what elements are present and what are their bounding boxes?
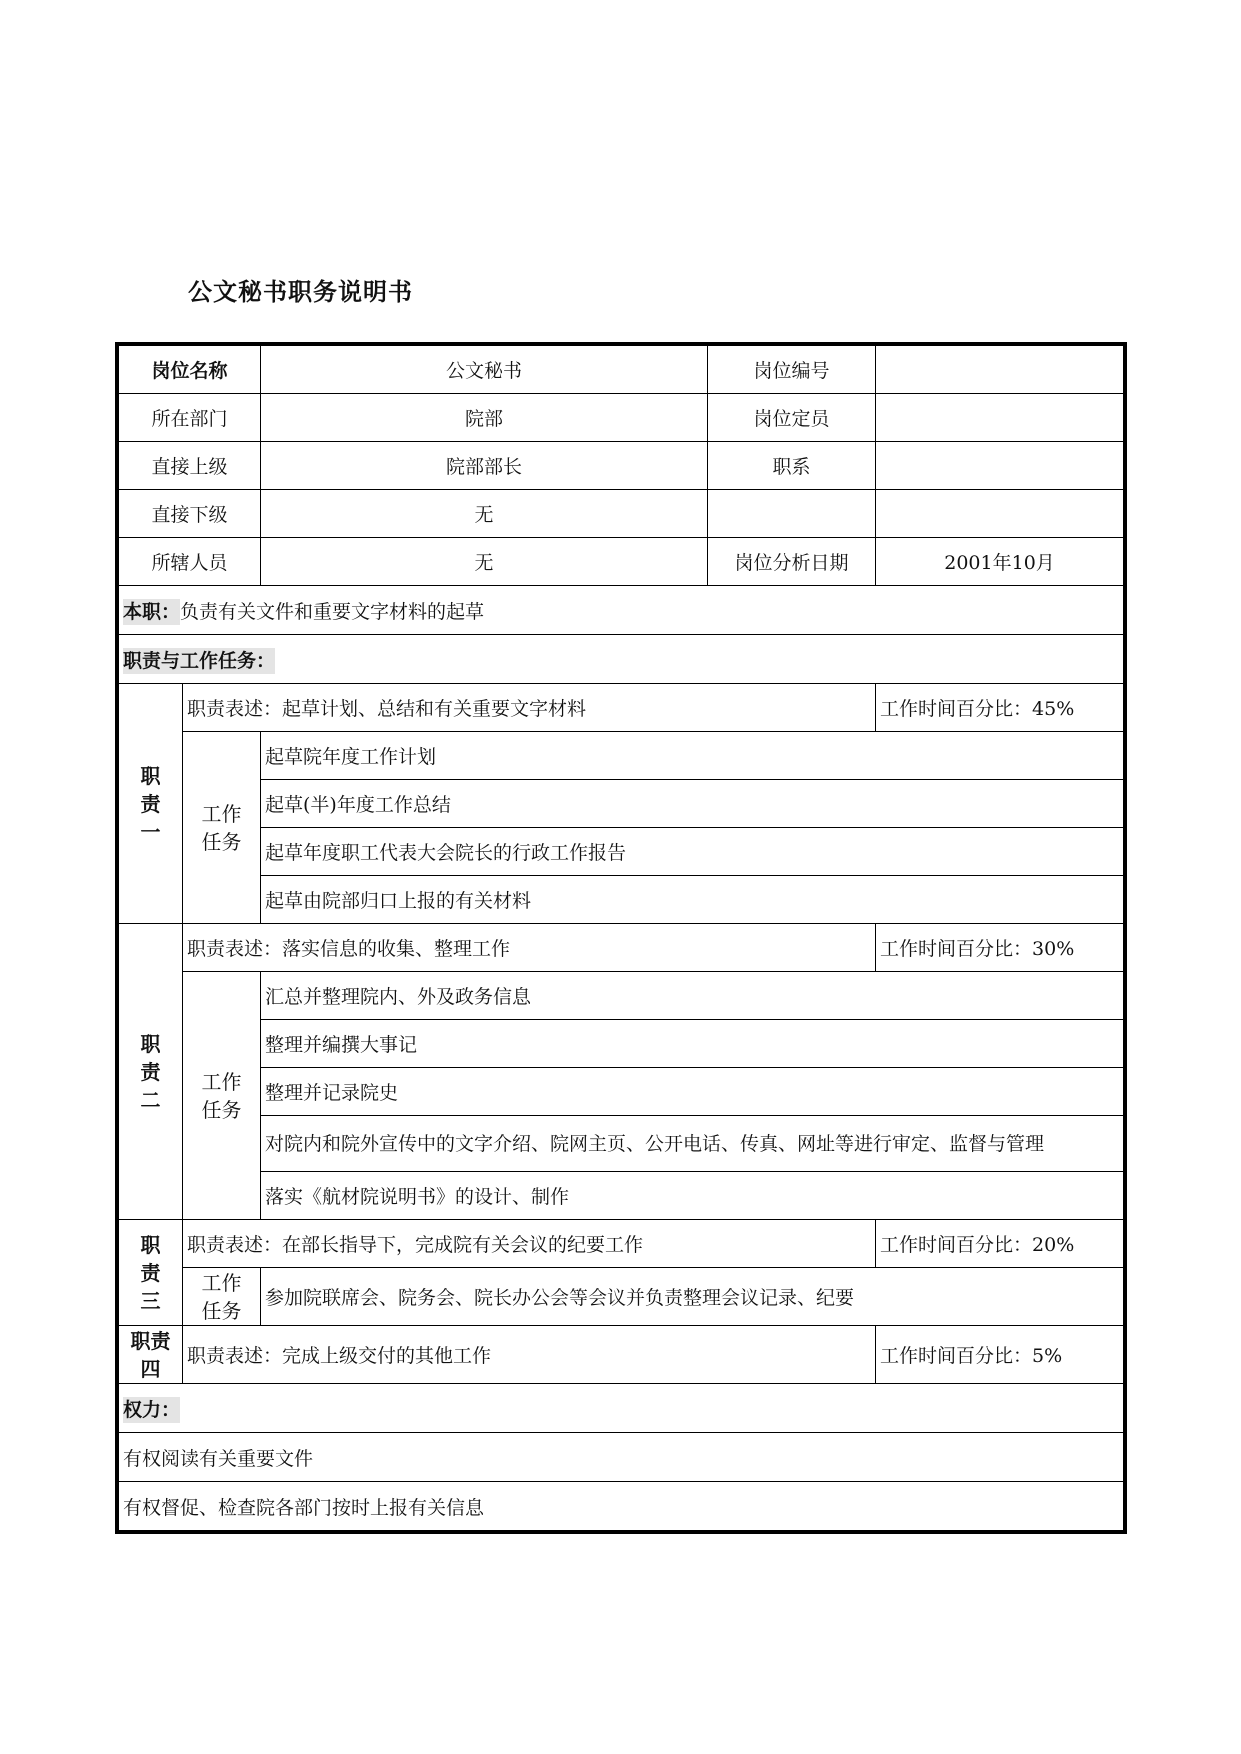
duty-1-task: 起草(半)年度工作总结 (261, 780, 1124, 828)
duty-1-label (119, 684, 183, 924)
duty-4-description-row (119, 1326, 1124, 1384)
subordinate-label: 直接下级 (119, 490, 261, 538)
authority-header-cell (119, 1384, 1124, 1433)
duty-2-task-row (119, 1068, 1124, 1116)
duty-1-task: 起草由院部归口上报的有关材料 (261, 876, 1124, 924)
superior-value: 院部部长 (261, 442, 708, 490)
staff-value: 无 (261, 538, 708, 586)
duty-2-task-row (119, 1020, 1124, 1068)
duty-2-task: 汇总并整理院内、外及政务信息 (261, 972, 1124, 1020)
duty-3-label-text: 职 责 三 (140, 1232, 161, 1313)
duty-1-task-label-text: 工作 任务 (201, 801, 242, 854)
duty-2-time: 工作时间百分比：30% (876, 924, 1124, 972)
position-code-label: 岗位编号 (708, 346, 876, 394)
job-family-value (876, 442, 1124, 490)
duty-1-task-label (183, 732, 261, 924)
duty-2-task: 落实《航材院说明书》的设计、制作 (261, 1172, 1124, 1220)
duty-1-task-row (119, 828, 1124, 876)
authority-item: 有权督促、检查院各部门按时上报有关信息 (119, 1482, 1124, 1531)
duty-4-description: 职责表述：完成上级交付的其他工作 (183, 1326, 876, 1384)
department-label: 所在部门 (119, 394, 261, 442)
department-value: 院部 (261, 394, 708, 442)
duty-1-task-row (119, 780, 1124, 828)
authority-item-row (119, 1433, 1124, 1482)
position-name-label: 岗位名称 (119, 346, 261, 394)
position-code-value (876, 346, 1124, 394)
duty-2-task: 整理并记录院史 (261, 1068, 1124, 1116)
duty-1-label-text: 职 责 一 (140, 763, 161, 844)
main-duty-text: 负责有关文件和重要文字材料的起草 (180, 600, 485, 623)
duty-3-description-row (119, 1220, 1124, 1268)
empty-cell (876, 490, 1124, 538)
row-duties-header (119, 635, 1124, 684)
duty-2-description: 职责表述：落实信息的收集、整理工作 (183, 924, 876, 972)
duty-3-task-label (183, 1268, 261, 1326)
authority-label: 权力： (123, 1398, 181, 1421)
main-duty-cell (119, 586, 1124, 635)
duty-2-task: 整理并编撰大事记 (261, 1020, 1124, 1068)
duty-2-task-label-text: 工作 任务 (201, 1069, 242, 1122)
row-subordinate (119, 490, 1124, 538)
authority-item-row (119, 1482, 1124, 1531)
duty-3-label (119, 1220, 183, 1326)
duty-2-task: 对院内和院外宣传中的文字介绍、院网主页、公开电话、传真、网址等进行审定、监督与管理 (261, 1116, 1124, 1172)
duty-3-task-label-text: 工作 任务 (201, 1270, 242, 1323)
position-name-value: 公文秘书 (261, 346, 708, 394)
duty-4-label-text: 职责 四 (130, 1328, 171, 1381)
duty-1-description: 职责表述：起草计划、总结和有关重要文字材料 (183, 684, 876, 732)
duty-1-task-row (119, 876, 1124, 924)
row-authority-header (119, 1384, 1124, 1433)
duty-2-task-row (119, 972, 1124, 1020)
duty-4-time: 工作时间百分比：5% (876, 1326, 1124, 1384)
staff-label: 所辖人员 (119, 538, 261, 586)
duty-3-description: 职责表述：在部长指导下，完成院有关会议的纪要工作 (183, 1220, 876, 1268)
superior-label: 直接上级 (119, 442, 261, 490)
headcount-label: 岗位定员 (708, 394, 876, 442)
row-staff (119, 538, 1124, 586)
duty-2-label-text: 职 责 二 (140, 1031, 161, 1112)
row-main-duty (119, 586, 1124, 635)
job-family-label: 职系 (708, 442, 876, 490)
analysis-date-value: 2001年10月 (876, 538, 1124, 586)
duty-2-task-row (119, 1172, 1124, 1220)
duty-2-task-label (183, 972, 261, 1220)
duties-header-label: 职责与工作任务： (123, 649, 276, 672)
subordinate-value: 无 (261, 490, 708, 538)
duty-1-task-row (119, 732, 1124, 780)
duty-3-task-row (119, 1268, 1124, 1326)
row-position-name (119, 346, 1124, 394)
row-superior (119, 442, 1124, 490)
duties-header-cell (119, 635, 1124, 684)
duty-2-label (119, 924, 183, 1220)
empty-cell (708, 490, 876, 538)
duty-3-task: 参加院联席会、院务会、院长办公会等会议并负责整理会议记录、纪要 (261, 1268, 1124, 1326)
document-title: 公文秘书职务说明书 (188, 278, 413, 306)
authority-item: 有权阅读有关重要文件 (119, 1433, 1124, 1482)
headcount-value (876, 394, 1124, 442)
duty-1-task: 起草年度职工代表大会院长的行政工作报告 (261, 828, 1124, 876)
main-duty-label: 本职： (123, 600, 181, 623)
duty-1-time: 工作时间百分比：45% (876, 684, 1124, 732)
job-description-table (118, 345, 1124, 1531)
duty-3-time: 工作时间百分比：20% (876, 1220, 1124, 1268)
duty-4-label (119, 1326, 183, 1384)
row-department (119, 394, 1124, 442)
analysis-date-label: 岗位分析日期 (708, 538, 876, 586)
duty-1-task: 起草院年度工作计划 (261, 732, 1124, 780)
duty-2-description-row (119, 924, 1124, 972)
duty-1-description-row (119, 684, 1124, 732)
duty-2-task-row (119, 1116, 1124, 1172)
